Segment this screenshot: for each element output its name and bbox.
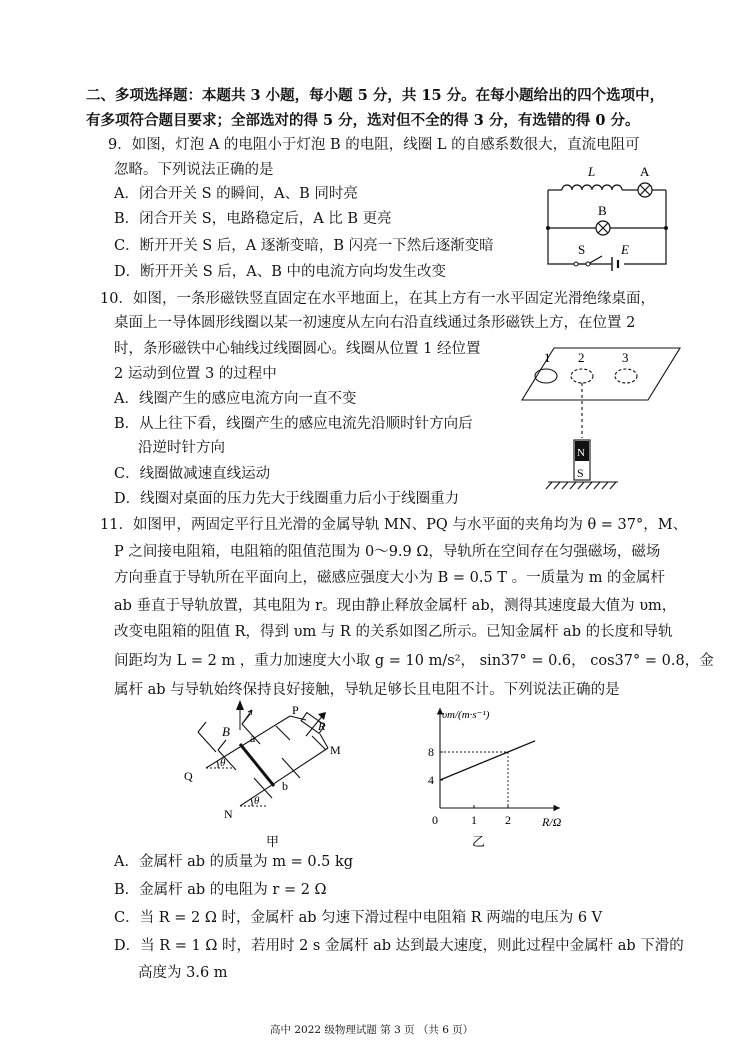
- q11-stem-line2: P 之间接电阻箱，电阻箱的阻值范围为 0～9.9 Ω，导轨所在空间存在匀强磁场，磁场: [114, 544, 661, 560]
- q11-option-b: B．金属杆 ab 的电阻为 r = 2 Ω: [114, 882, 327, 898]
- q11-caption-jia: 甲: [266, 834, 280, 849]
- chart-origin-label: 0: [432, 813, 438, 827]
- q9-stem-line2: 忽略。下列说法正确的是: [114, 162, 274, 178]
- q10-stem-line3: 时，条形磁铁中心轴线过线圈圆心。线圈从位置 1 经位置: [114, 341, 481, 357]
- q11-label-M: M: [330, 743, 341, 757]
- q10-stem-line1: 10．如图，一条形磁铁竖直固定在水平地面上，在其上方有一水平固定光滑绝缘桌面，: [100, 291, 655, 307]
- section-instructions: 有多项符合题目要求；全部选对的得 5 分，选对但不全的得 3 分，有选错的得 0 分。: [86, 112, 640, 129]
- q10-position-2: 2: [578, 350, 585, 365]
- q11-stem-line3: 方向垂直于导轨所在平面向上，磁感应强度大小为 B = 0.5 T 。一质量为 m 的金属杆: [114, 570, 666, 586]
- q10-position-3: 3: [622, 350, 629, 365]
- q9-circuit-diagram: [540, 160, 680, 272]
- q10-position-1: 1: [544, 350, 551, 365]
- q9-option-b: B．闭合开关 S，电路稳定后，A 比 B 更亮: [114, 211, 392, 227]
- magnet-label-S: S: [577, 466, 584, 480]
- chart-y-tick-label-1: 4: [428, 773, 434, 787]
- q11-label-b: b: [282, 779, 288, 793]
- q11-stem-line7: 属杆 ab 与导轨始终保持良好接触，导轨足够长且电阻不计。下列说法正确的是: [114, 682, 620, 698]
- q9-option-c: C．断开开关 S 后，A 逐渐变暗，B 闪亮一下然后逐渐变暗: [114, 238, 494, 254]
- q11-label-R: R: [318, 719, 326, 733]
- chart-series-line: [440, 741, 535, 780]
- chart-x-tick-label-2: 2: [505, 813, 511, 827]
- q11-vm-r-chart: [412, 700, 582, 850]
- q11-label-theta-1: θ: [220, 757, 226, 769]
- q11-caption-yi: 乙: [472, 834, 486, 849]
- section-heading: 二、多项选择题：本题共 3 小题，每小题 5 分，共 15 分。在每小题给出的四个选项中，: [86, 87, 665, 104]
- q10-magnet-diagram: [508, 336, 688, 502]
- q9-label-A: A: [640, 164, 650, 179]
- magnet-label-N: N: [577, 447, 585, 459]
- q11-label-a: a: [250, 731, 256, 745]
- q9-option-d: D．断开开关 S 后，A、B 中的电流方向均发生改变: [114, 264, 447, 280]
- q11-option-d-line2: 高度为 3.6 m: [138, 965, 228, 981]
- q11-label-B: B: [222, 724, 230, 739]
- q11-label-Q: Q: [184, 769, 193, 783]
- chart-y-tick-label-2: 8: [428, 745, 434, 759]
- q11-stem-line1: 11．如图甲，两固定平行且光滑的金属导轨 MN、PQ 与水平面的夹角均为 θ = 37°，M、: [100, 517, 688, 533]
- q11-rail-diagram: [178, 700, 358, 850]
- q10-stem-line2: 桌面上一导体圆形线圈以某一初速度从左向右沿直线通过条形磁铁上方，在位置 2: [114, 315, 636, 331]
- q9-label-L: L: [588, 164, 596, 179]
- q9-option-a: A．闭合开关 S 的瞬间，A、B 同时亮: [114, 186, 358, 202]
- q11-label-N: N: [224, 807, 233, 821]
- q9-label-E: E: [621, 242, 629, 257]
- q11-option-a: A．金属杆 ab 的质量为 m = 0.5 kg: [114, 854, 354, 870]
- chart-x-label: R/Ω: [542, 815, 562, 829]
- q10-option-b-line2: 沿逆时针方向: [138, 440, 225, 456]
- q11-option-c: C．当 R = 2 Ω 时，金属杆 ab 匀速下滑过程中电阻箱 R 两端的电压为 6 V: [114, 910, 603, 926]
- q10-option-c: C．线圈做减速直线运动: [114, 466, 271, 482]
- q11-stem-line4: ab 垂直于导轨放置，其电阻为 r。现由静止释放金属杆 ab，测得其速度最大值为 υm，: [114, 598, 677, 614]
- q10-stem-line4: 2 运动到位置 3 的过程中: [114, 366, 277, 382]
- q9-stem-line1: 9．如图，灯泡 A 的电阻小于灯泡 B 的电阻，线圈 L 的自感系数很大，直流电阻可: [108, 137, 640, 153]
- q9-label-S: S: [578, 242, 586, 257]
- q9-label-B: B: [598, 203, 607, 218]
- chart-y-label: υm/(m·s⁻¹): [442, 709, 490, 721]
- q11-option-d-line1: D．当 R = 1 Ω 时，若用时 2 s 金属杆 ab 达到最大速度，则此过程中金属杆 ab 下滑的: [114, 938, 684, 954]
- q11-label-theta-2: θ: [254, 795, 260, 807]
- chart-x-tick-label-1: 1: [471, 813, 477, 827]
- q10-option-a: A．线圈产生的感应电流方向一直不变: [114, 391, 357, 407]
- q10-option-b-line1: B．从上往下看，线圈产生的感应电流先沿顺时针方向后: [114, 416, 473, 432]
- q10-option-d: D．线圈对桌面的压力先大于线圈重力后小于线圈重力: [114, 491, 460, 507]
- q11-label-P: P: [292, 703, 299, 717]
- page-footer: 高中 2022 级物理试题 第 3 页 （共 6 页）: [270, 1024, 474, 1036]
- q11-stem-line6: 间距均为 L = 2 m ，重力加速度大小取 g = 10 m/s²， sin37° = 0.6， cos37° = 0.8，金: [114, 653, 714, 669]
- q11-stem-line5: 改变电阻箱的阻值 R，得到 υm 与 R 的关系如图乙所示。已知金属杆 ab 的长度和导轨: [114, 624, 673, 640]
